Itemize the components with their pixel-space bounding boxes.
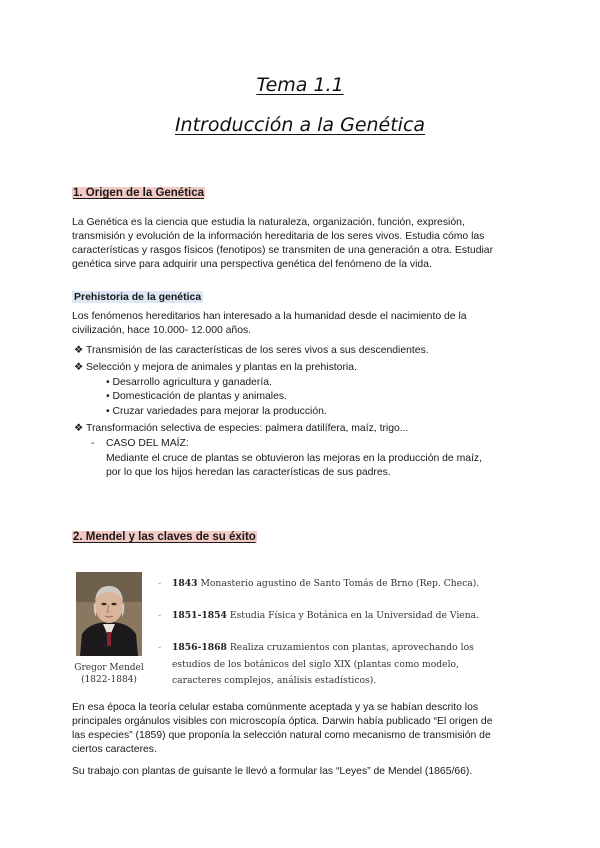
bullet-item: ❖ Transformación selectiva de especies: palmera datilífera, maíz, trigo... xyxy=(74,423,409,434)
mendel-laws-line: Su trabajo con plantas de guisante le llevó a formular las “Leyes” de Mendel (1865/66). xyxy=(72,766,473,777)
timeline-continuation: estudios de los botánicos del siglo XIX (plantas como modelo, xyxy=(172,659,459,670)
portrait-caption: Gregor Mendel (1822-1884) xyxy=(74,663,144,685)
dash-marker: - xyxy=(91,438,95,449)
mendel-paragraph: En esa época la teoría celular estaba comúnmente aceptada y ya se habían descrito los principales orgánulos visibles con microscopía óptica. Darwin había publicado “El origen de las especies” (1859) que proponía la selección natural como mecanismo de transmisión de ciertos caracteres. xyxy=(72,702,493,755)
page-subtitle: Introducción a la Genética xyxy=(174,114,426,136)
dash-icon: - xyxy=(158,610,162,621)
case-title: CASO DEL MAÍZ: xyxy=(106,438,189,449)
sub-bullet-item: • Domesticación de plantas y animales. xyxy=(106,391,287,402)
section-heading-2: 2. Mendel y las claves de su éxito xyxy=(73,531,256,543)
prehistory-paragraph: Los fenómenos hereditarios han interesado a la humanidad desde el nacimiento de la civilización, hace 10.000- 12.000 años. xyxy=(72,311,467,336)
dash-icon: - xyxy=(158,642,162,653)
section-heading-1: 1. Origen de la Genética xyxy=(73,187,205,199)
timeline-continuation: caracteres complejos, análisis estadísticos). xyxy=(172,675,377,686)
mendel-portrait xyxy=(76,572,142,656)
sub-bullet-item: • Cruzar variedades para mejorar la producción. xyxy=(106,406,327,417)
diamond-bullet-icon: ❖ xyxy=(74,362,84,373)
prehistory-heading: Prehistoria de la genética xyxy=(74,291,202,303)
bullet-item: ❖ Selección y mejora de animales y plantas en la prehistoria. xyxy=(74,362,357,373)
document-page: Tema 1.1 Introducción a la Genética 1. Origen de la Genética La Genética es la ciencia que estudia la naturaleza, organización, función, expresión, transmisión y evolución de la información hereditaria de los seres vivos. Estudia cómo las características y rasgos físicos (fenotipos) se transmiten de una generación a otra. Estudiar genética sirve para adquirir una perspectiva genética del fenómeno de la vida. Prehistoria de la genética Los fenómenos hereditarios han interesado a la humanidad desde el nacimiento de la civilización, hace 10.000- 12.000 años. ❖ Transmisión de las características de los seres vivos a sus descendientes. ❖ Selección y mejora de animales y plantas en la prehistoria. • Desarrollo agricultura y ganadería. • Domesticación de plantas y animales. • Cruzar variedades para mejorar la producción. ❖ Transformación selectiva de especies: palmera datilífera, maíz, trigo... - CASO DEL MAÍZ: Mediante el cruce de plantas se obtuvieron las mejoras en la producción de maíz, por lo que los hijos heredan las características de sus padres. 2. Mendel y las claves de su éxito Gregor Mendel (1822-1884) - 1843 Monasterio agustino de Santo Tomás de Brno (Rep. Checa). - 1851-1854 Estudia Física y Botánica en la Universidad de Viena. - 1856-1868 Realiza cruzamientos con plantas, aprovechando los estudios de los botánicos del siglo XIX (plantas como modelo, caracteres complejos, análisis estadísticos). En esa época la teoría celular estaba comúnmente aceptada y ya se habían descrito los principales orgánulos visibles con microscopía óptica. Darwin había publicado “El origen de las especies” (1859) que proponía la selección natural como mecanismo de transmisión de ciertos caracteres. Su trabajo con plantas de guisante le llevó a formular las “Leyes” de Mendel (1865/66). xyxy=(0,0,600,848)
mendel-portrait-image xyxy=(76,572,142,656)
bullet-item: ❖ Transmisión de las características de los seres vivos a sus descendientes. xyxy=(74,345,429,356)
dash-icon: - xyxy=(158,578,162,589)
page-title: Tema 1.1 xyxy=(256,74,344,96)
diamond-bullet-icon: ❖ xyxy=(74,423,84,434)
intro-paragraph: La Genética es la ciencia que estudia la naturaleza, organización, función, expresión, transmisión y evolución de la información hereditaria de los seres vivos. Estudia cómo las características y rasgos físicos (fenotipos) se transmiten de una generación a otra. Estudiar genética sirve para adquirir una perspectiva genética del fenómeno de la vida. xyxy=(72,217,494,270)
case-paragraph: Mediante el cruce de plantas se obtuvieron las mejoras en la producción de maíz, por lo que los hijos heredan las características de sus padres. xyxy=(106,453,483,478)
sub-bullet-item: • Desarrollo agricultura y ganadería. xyxy=(106,377,272,388)
diamond-bullet-icon: ❖ xyxy=(74,345,84,356)
